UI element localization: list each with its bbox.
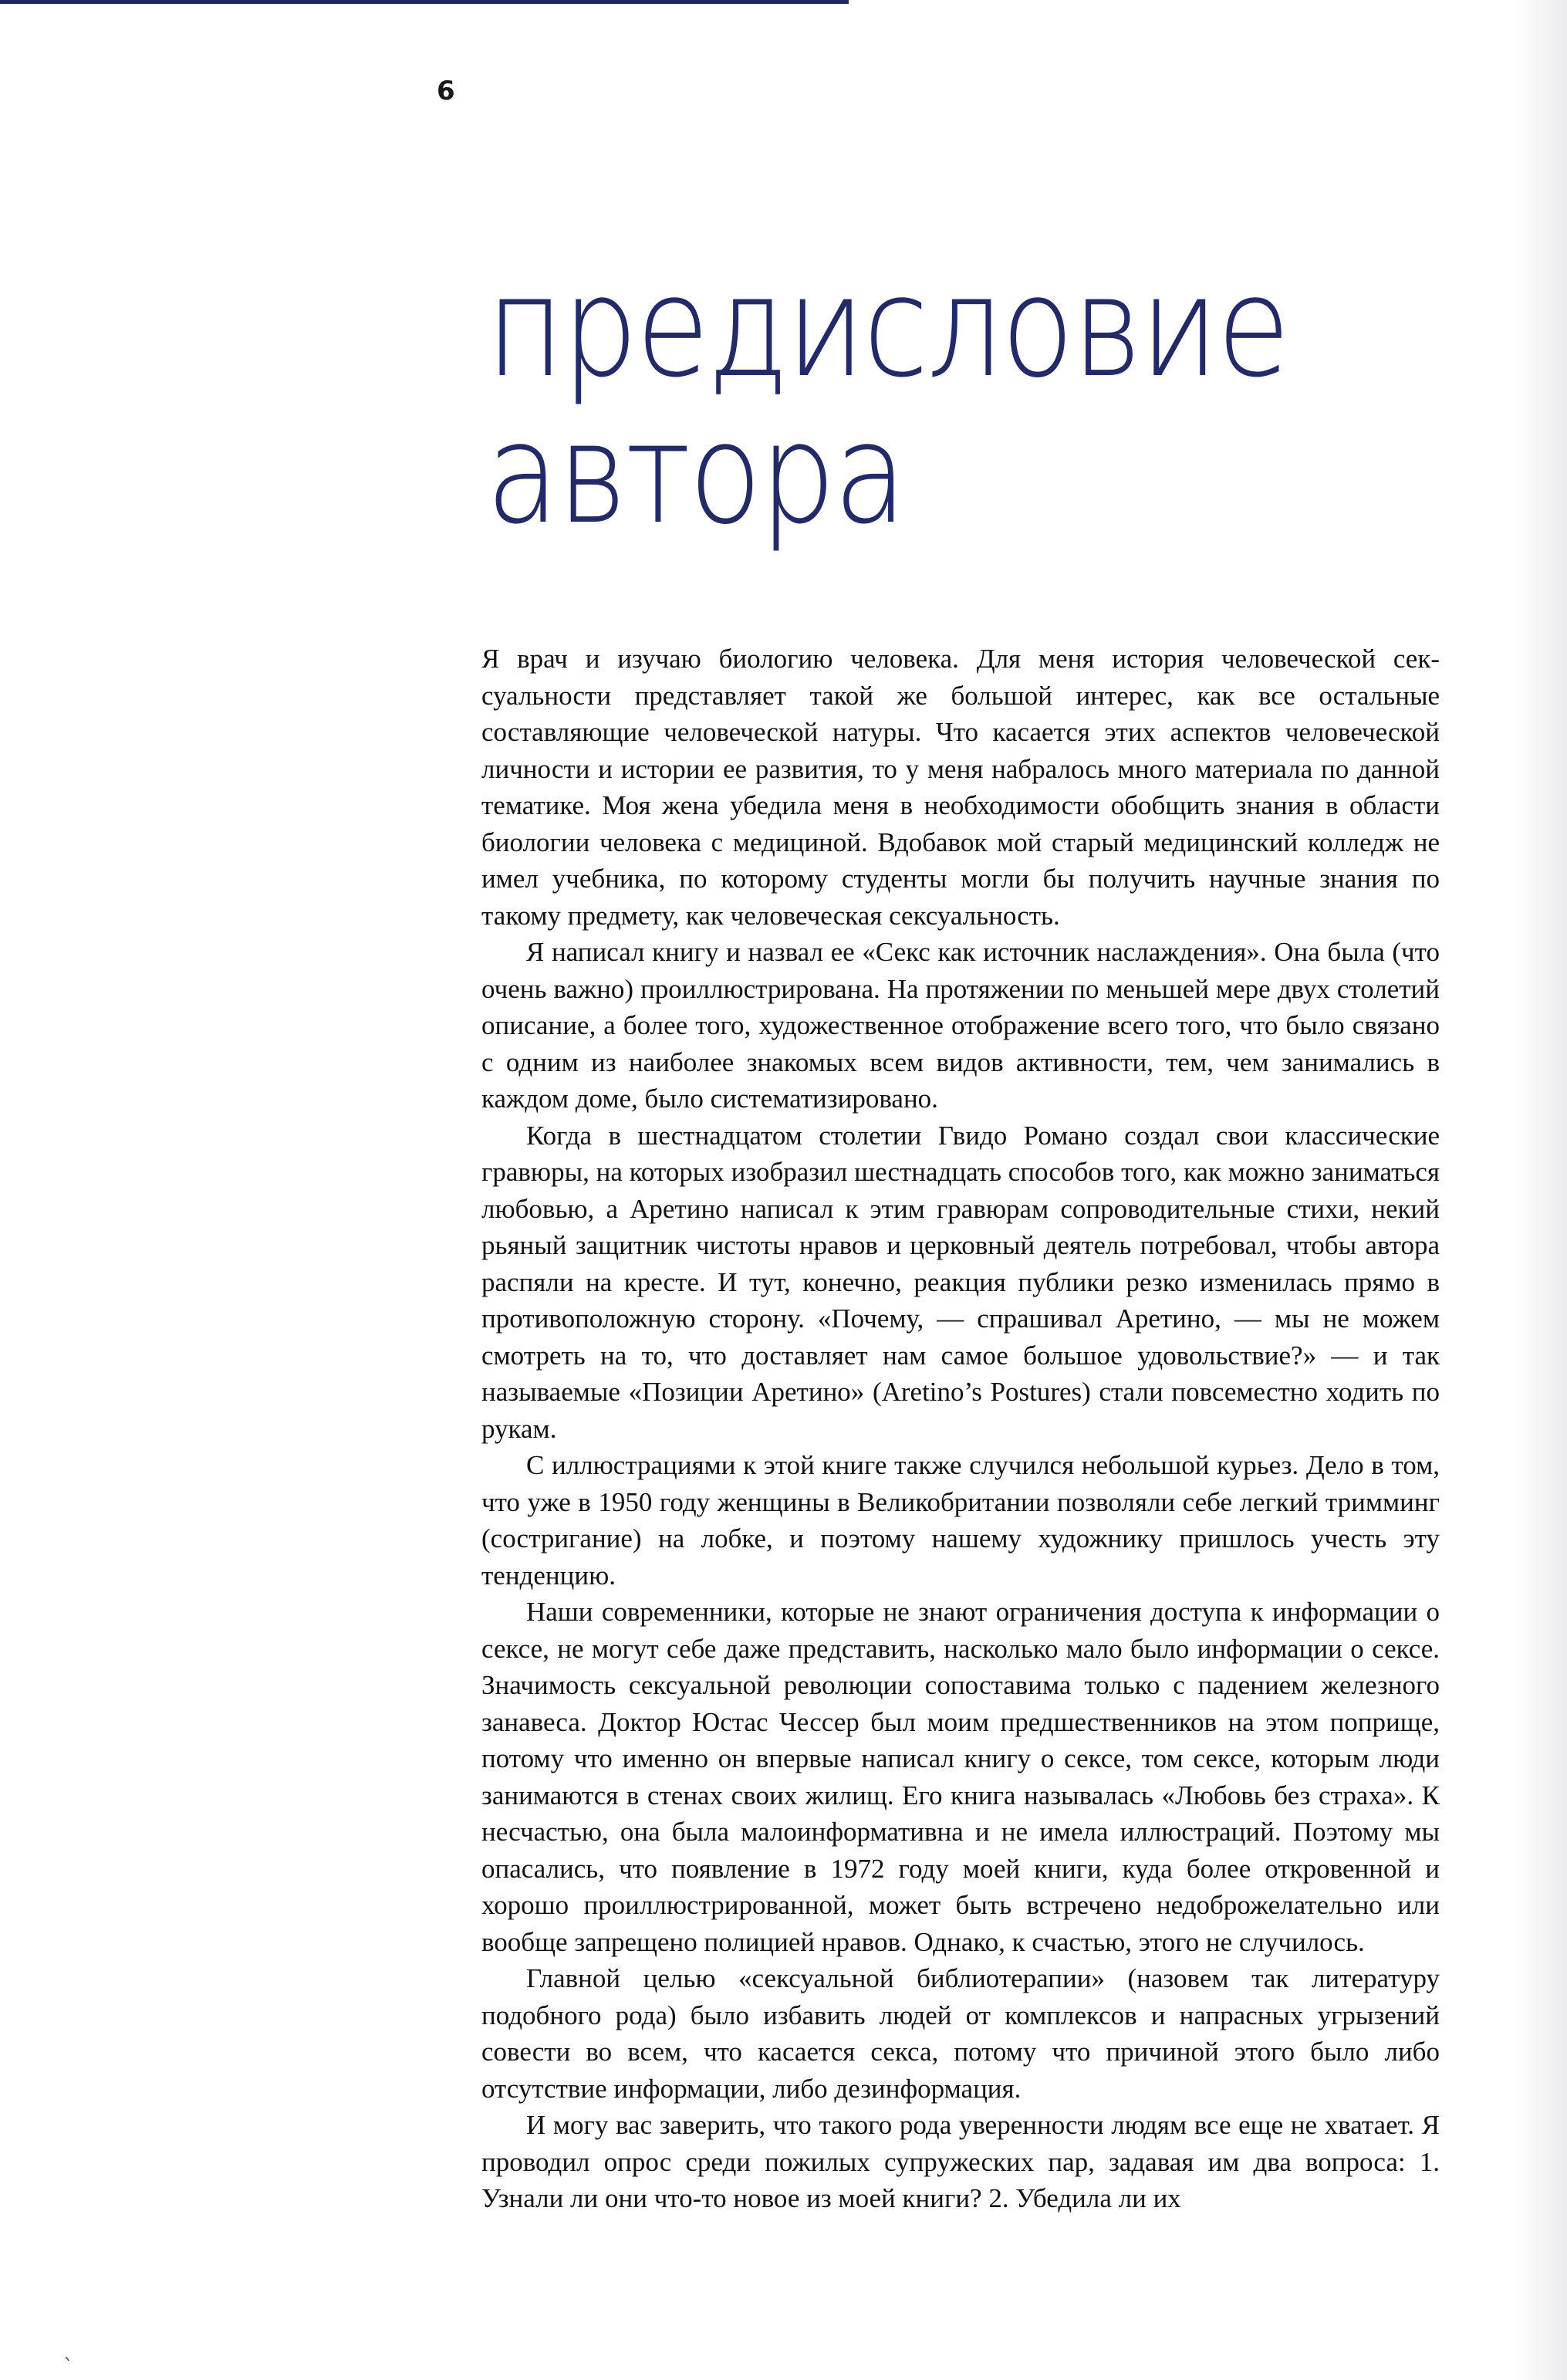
paragraph: С иллюстрациями к этой книге также случился небольшой курьез. Дело в том, что уже в 1950 году женщины в Великобритании позволяли себе легкий тримминг (состригание) на лобке, и поэтому нашему художнику пришлось учесть эту тенденцию. bbox=[481, 1450, 1440, 1591]
scan-mark: ` bbox=[63, 2355, 73, 2378]
title-line-1: предисловие bbox=[486, 247, 1288, 408]
paragraph: Главной целью «сексуальной библиотерапии» (назовем так литературу подобного рода) было избавить людей от комплексов и напрасных угрызений совести во всем, что касается секса, потому что причиной этого было либо отсутствие информации, либо дезинформация. bbox=[481, 1963, 1440, 2104]
paragraph: Я написал книгу и назвал ее «Секс как источник наслаждения». Она была (что очень важно) проиллюстрирована. На протяжении по меньшей мере двух столетий описание, а более того, художественное отображение всего того, что было связано с одним из наиболее знакомых всем видов активности, тем, чем занимались в каждом доме, было систематизировано. bbox=[481, 937, 1440, 1114]
title-line-2: автора bbox=[486, 394, 905, 555]
paragraph: И могу вас заверить, что такого рода уверенности людям все еще не хватает. Я проводил опрос среди пожилых супружеских пар, задавая им два вопроса: 1. Узнали ли они что-то новое из моей книги? 2. Убедила ли их bbox=[481, 2110, 1440, 2213]
paragraph: Я врач и изучаю биологию человека. Для меня история человеческой сексуальности представляет такой же большой интерес, как все остальные составляющие человеческой натуры. Что касается этих аспектов человеческой личности и истории ее развития, то у меня набралось много материала по данной тематике. Моя жена убедила меня в необходимости обобщить знания в области биологии человека с медициной. Вдобавок мой старый медицинский колледж не имел учебника, по которому студенты могли бы получить научные знания по такому предмету, как человеческая сексуальность. bbox=[481, 644, 1440, 931]
body-text bbox=[481, 641, 1440, 2217]
page-number: 6 bbox=[437, 76, 455, 106]
paragraph: Когда в шестнадцатом столетии Гвидо Романо создал свои классические гравюры, на которых изобразил шестнадцать способов того, как можно заниматься любовью, а Аретино написал к этим гравюрам сопроводительные стихи, некий рьяный защитник чистоты нравов и церковный деятель потребовал, чтобы автора распяли на кресте. И тут, конечно, реакция публики резко изменилась прямо в противоположную сторону. «Почему, — спрашивал Аретино, — мы не можем смотреть на то, что доставляет нам самое большое удовольствие?» — и так называемые «Позиции Аретино» (Aretino’s Postures) стали повсеместно ходить по рукам. bbox=[481, 1120, 1440, 1444]
paragraph: Наши современники, которые не знают ограничения доступа к информации о сексе, не могут себе даже представить, насколько мало было информации о сексе. Значимость сексуальной революции сопоставима только с падением железного занавеса. Доктор Юстас Чессер был моим предшественников на этом поприще, потому что именно он впервые написал книгу о сексе, том сексе, которым люди занимаются в стенах своих жилищ. Его книга называлась «Любовь без страха». К несчастью, она была малоинформативна и не имела иллюстраций. Поэтому мы опасались, что появление в 1972 году моей книги, куда более откровенной и хорошо проиллюстрированной, может быть встречено недоброжелательно или вообще запрещено полицией нравов. Однако, к счастью, этого не случилось. bbox=[481, 1597, 1440, 1957]
top-rule bbox=[0, 0, 849, 4]
page-title bbox=[486, 247, 1349, 555]
scan-edge-shadow bbox=[1513, 0, 1567, 2380]
